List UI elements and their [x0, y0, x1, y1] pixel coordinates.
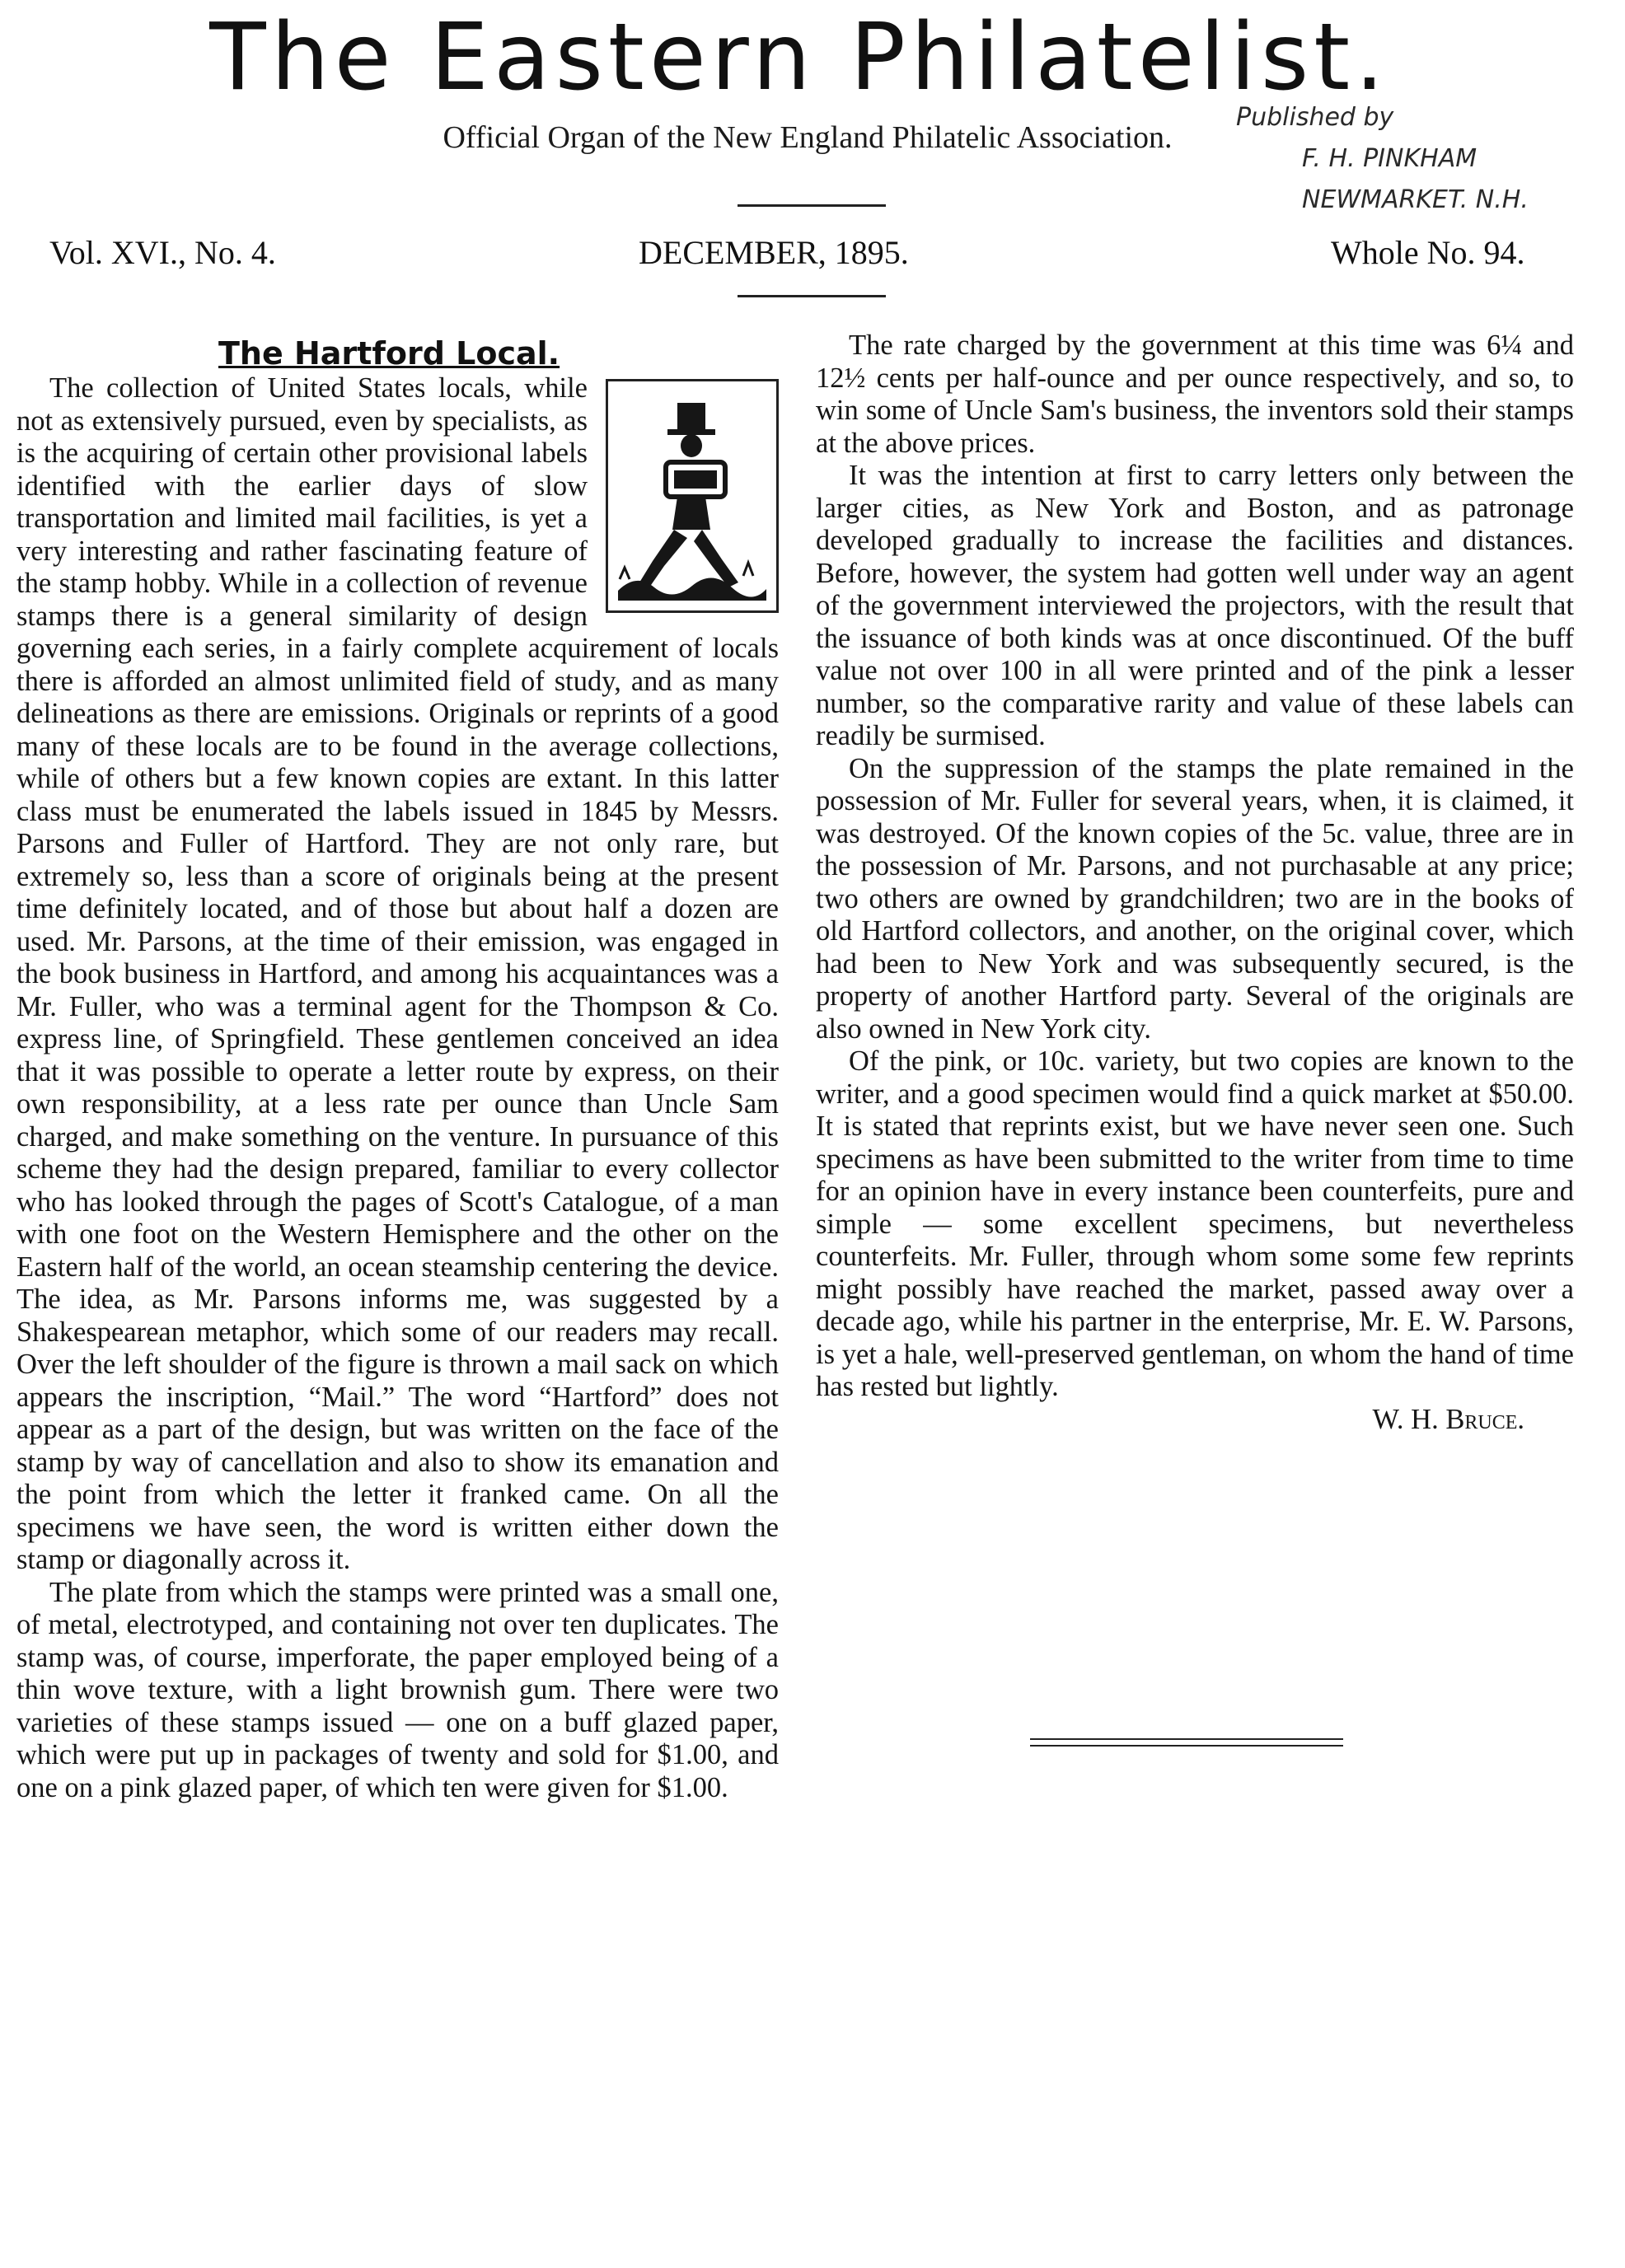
masthead-divider-bottom	[738, 295, 886, 297]
handwritten-note-line-1: Published by	[1236, 103, 1394, 132]
author-signature: W. H. Bruce.	[1372, 1403, 1524, 1435]
publication-subtitle: Official Organ of the New England Philatelic Association.	[443, 120, 1173, 155]
article-column-left	[16, 372, 779, 1804]
handwritten-note-line-2: F. H. PINKHAM	[1302, 144, 1477, 173]
publication-title: The Eastern Philatelist.	[209, 4, 1389, 111]
article-paragraph-5: On the suppression of the stamps the plate remained in the possession of Mr. Fuller for several years, when, it is claimed, it was destroyed. Of the known copies of the 5c. value, three are in the possession of Mr. Parsons, and not purchasable at any price; two others are owned by grandchildren; two are in the books of old Hartford collectors, and another, on the original cover, which had been to New York and was subsequently secured, is the property of another Hartford party. Several of the originals are also owned in New York city.	[816, 752, 1574, 1045]
article-end-rule	[1030, 1738, 1343, 1740]
article-paragraph-6: Of the pink, or 10c. variety, but two copies are known to the writer, and a good specimen would find a quick market at $50.00. It is stated that reprints exist, but we have never seen one. Such specimens as have been submitted to the writer from time to time for an opinion have in every instance been counterfeits, pure and simple — some excellent specimens, but nevertheless counterfeits. Mr. Fuller, through whom some some few reprints might possibly have reached the market, passed away over a decade ago, while his partner in the enterprise, Mr. E. W. Parsons, is yet a hale, well-preserved gentleman, on whom the hand of time has rested but lightly.	[816, 1045, 1574, 1402]
article-paragraph-4: It was the intention at first to carry letters only between the larger cities, as New York and Boston, and as patronage developed gradually to increase the facilities and distances. Before, however, the system had gotten well under way an agent of the government interviewed the projectors, with the result that the issuance of both kinds was at once discontinued. Of the buff value not over 100 in all were printed and of the pink a lesser number, so the comparative rarity and value of these labels can readily be surmised.	[816, 460, 1574, 751]
handwritten-note-line-3: NEWMARKET. N.H.	[1302, 185, 1529, 214]
masthead-divider-top	[738, 204, 886, 207]
masthead	[0, 0, 1625, 321]
issue-date: DECEMBER, 1895.	[639, 234, 909, 271]
article-paragraph-3: The rate charged by the government at this time was 6¼ and 12½ cents per half-ounce and per ounce respectively, and so, to win some of Uncle Sam's business, the inventors sold their stamps at the above prices.	[816, 330, 1574, 459]
stamp-illustration-svg	[611, 385, 773, 607]
article-paragraph-2: The plate from which the stamps were printed was a small one, of metal, electrotyped, and containing not over ten duplicates. The stamp was, of course, imperforate, the paper employed being of a thin wove texture, with a light brownish gum. There were two varieties of these stamps issued — one on a buff glazed paper, which were put up in packages of twenty and sold for $1.00, and one on a pink glazed paper, of which ten were given for $1.00.	[16, 1576, 779, 1803]
stamp-woodcut-icon	[606, 379, 779, 613]
article-paragraph-1: The collection of United States locals, while not as extensively pursued, even by specialists, as is the acquiring of certain other provisional labels identified with the earlier days of slow transportation and limited mail facilities, is yet a very interesting and rather fascinating feature of the stamp hobby. While in a collection of revenue stamps there is a general similarity of design governing each series, in a fairly complete acquirement of locals there is afforded an almost unlimited field of study, and as many delineations as there are emissions. Originals or reprints of a good many of these locals are to be found in the average collections, while of others but a few known copies are extant. In this latter class must be enumerated the labels issued in 1845 by Messrs. Parsons and Fuller of Hartford. They are not only rare, but extremely so, less than a score of originals being at the present time definitely located, and of those but about half a dozen are used. Mr. Parsons, at the time of their emission, was engaged in the book business in Hartford, and among his acquaintances was a Mr. Fuller, who was a terminal agent for the Thompson & Co. express line, of Springfield. These gentlemen conceived an idea that it was possible to operate a letter route by express, on their own responsibility, at a less rate per ounce than Uncle Sam charged, and make something on the venture. In pursuance of this scheme they had the design prepared, familiar to every collector who has looked through the pages of Scott's Catalogue, of a man with one foot on the Western Hemisphere and the other on the Eastern half of the world, an ocean steamship centering the device. The idea, as Mr. Parsons informs me, was suggested by a Shakespearean metaphor, which some of our readers may recall. Over the left shoulder of the figure is thrown a mail sack on which appears the inscription, “Mail.” The word “Hartford” does not appear as a part of the design, but was written on the face of the stamp by way of cancellation and also to show its emanation and the point from which the letter it franked came. On all the specimens we have seen, the word is written either down the stamp or diagonally across it.	[16, 372, 779, 1575]
whole-number: Whole No. 94.	[1331, 234, 1525, 271]
article-column-right	[816, 330, 1574, 1436]
article-end-rule-double	[1030, 1745, 1343, 1747]
volume-number: Vol. XVI., No. 4.	[49, 234, 276, 271]
article-title: The Hartford Local.	[218, 335, 560, 372]
